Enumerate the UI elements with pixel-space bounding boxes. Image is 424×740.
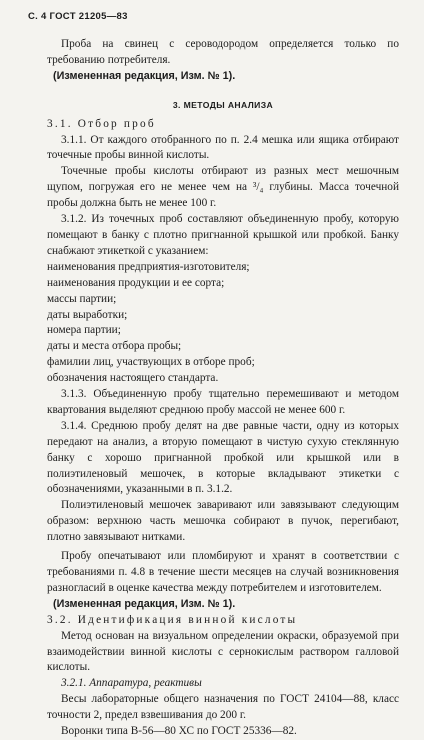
subsection-title xyxy=(47,613,399,629)
page-header: С. 4 ГОСТ 21205—83 xyxy=(28,11,128,22)
list-item: номера партии; xyxy=(47,324,121,337)
amendment-note: (Измененная редакция, Изм. № 1). xyxy=(53,69,236,82)
subsection-text: 3.2. Идентификация винной кислоты xyxy=(47,613,298,626)
paragraph: Полиэтиленовый мешочек заваривают или завязывают следующим образом: верхнюю часть мешочка собирают в пучок, перегибают, плотно завязывают нитками. xyxy=(47,499,399,544)
paragraph: Метод основан на визуальном определении окраски, образуемой при взаимодействии винной кислоты с сернокислым раствором галловой кислоты. xyxy=(47,629,399,674)
subsection-text: 3.1. Отбор проб xyxy=(47,117,156,130)
list-item: обозначения настоящего стандарта. xyxy=(47,372,219,385)
list-item: фамилии лиц, участвующих в отборе проб; xyxy=(47,356,255,369)
paragraph: Воронки типа В-56—80 ХС по ГОСТ 25336—82. xyxy=(61,725,297,738)
list-item: наименования предприятия-изготовителя; xyxy=(47,260,250,273)
amendment-note: (Измененная редакция, Изм. № 1). xyxy=(53,597,236,610)
list-item: даты выработки; xyxy=(47,308,128,321)
document-body xyxy=(47,37,399,740)
paragraph: 3.1.4. Среднюю пробу делят на две равные части, одну из которых передают на анализ, а вторую помещают в чистую сухую стеклянную банку с хорошо пригнанной пробкой или крышкой или в полиэтиленовый мешочек, в которые вкладывают этикетки с обозначениями, указанными в п. 3.1.2. xyxy=(47,419,399,496)
list-item: массы партии; xyxy=(47,292,117,305)
paragraph: Проба на свинец с сероводородом определяется только по требованию потребителя. xyxy=(47,38,399,66)
paragraph: 3.1.3. Объединенную пробу тщательно перемешивают и методом квартования выделяют среднюю пробу массой не менее 600 г. xyxy=(47,388,399,416)
section-heading: 3. МЕТОДЫ АНАЛИЗА xyxy=(172,99,274,110)
paragraph: Точечные пробы кислоты отбирают из разных мест мешочным щупом, погружая его не менее чем на ³/₄ глубины. Масса точечной пробы должна быть не менее 100 г. xyxy=(47,165,399,210)
paragraph: 3.1.2. Из точечных проб составляют объединенную пробу, которую помещают в банку с плотно пригнанной крышкой или пробкой. Банку снабжают этикеткой с указанием: xyxy=(47,213,399,257)
list-item: наименования продукции и ее сорта; xyxy=(47,276,225,289)
paragraph: Пробу опечатывают или пломбируют и хранят в соответствии с требованиями п. 4.8 в течение шести месяцев на случай возникновения разногласий в оценке качества между потребителем и изготовителем. xyxy=(47,550,399,594)
list-item: даты и места отбора пробы; xyxy=(47,340,182,353)
paragraph: 3.1.1. От каждого отобранного по п. 2.4 мешка или ящика отбирают точечные пробы винной кислоты. xyxy=(47,133,399,162)
subsection-title xyxy=(47,117,399,133)
paragraph: Весы лабораторные общего назначения по ГОСТ 24104—88, класс точности 2, предел взвешивания до 200 г. xyxy=(47,693,399,722)
subsection-title: 3.2.1. Аппаратура, реактивы xyxy=(61,677,202,690)
